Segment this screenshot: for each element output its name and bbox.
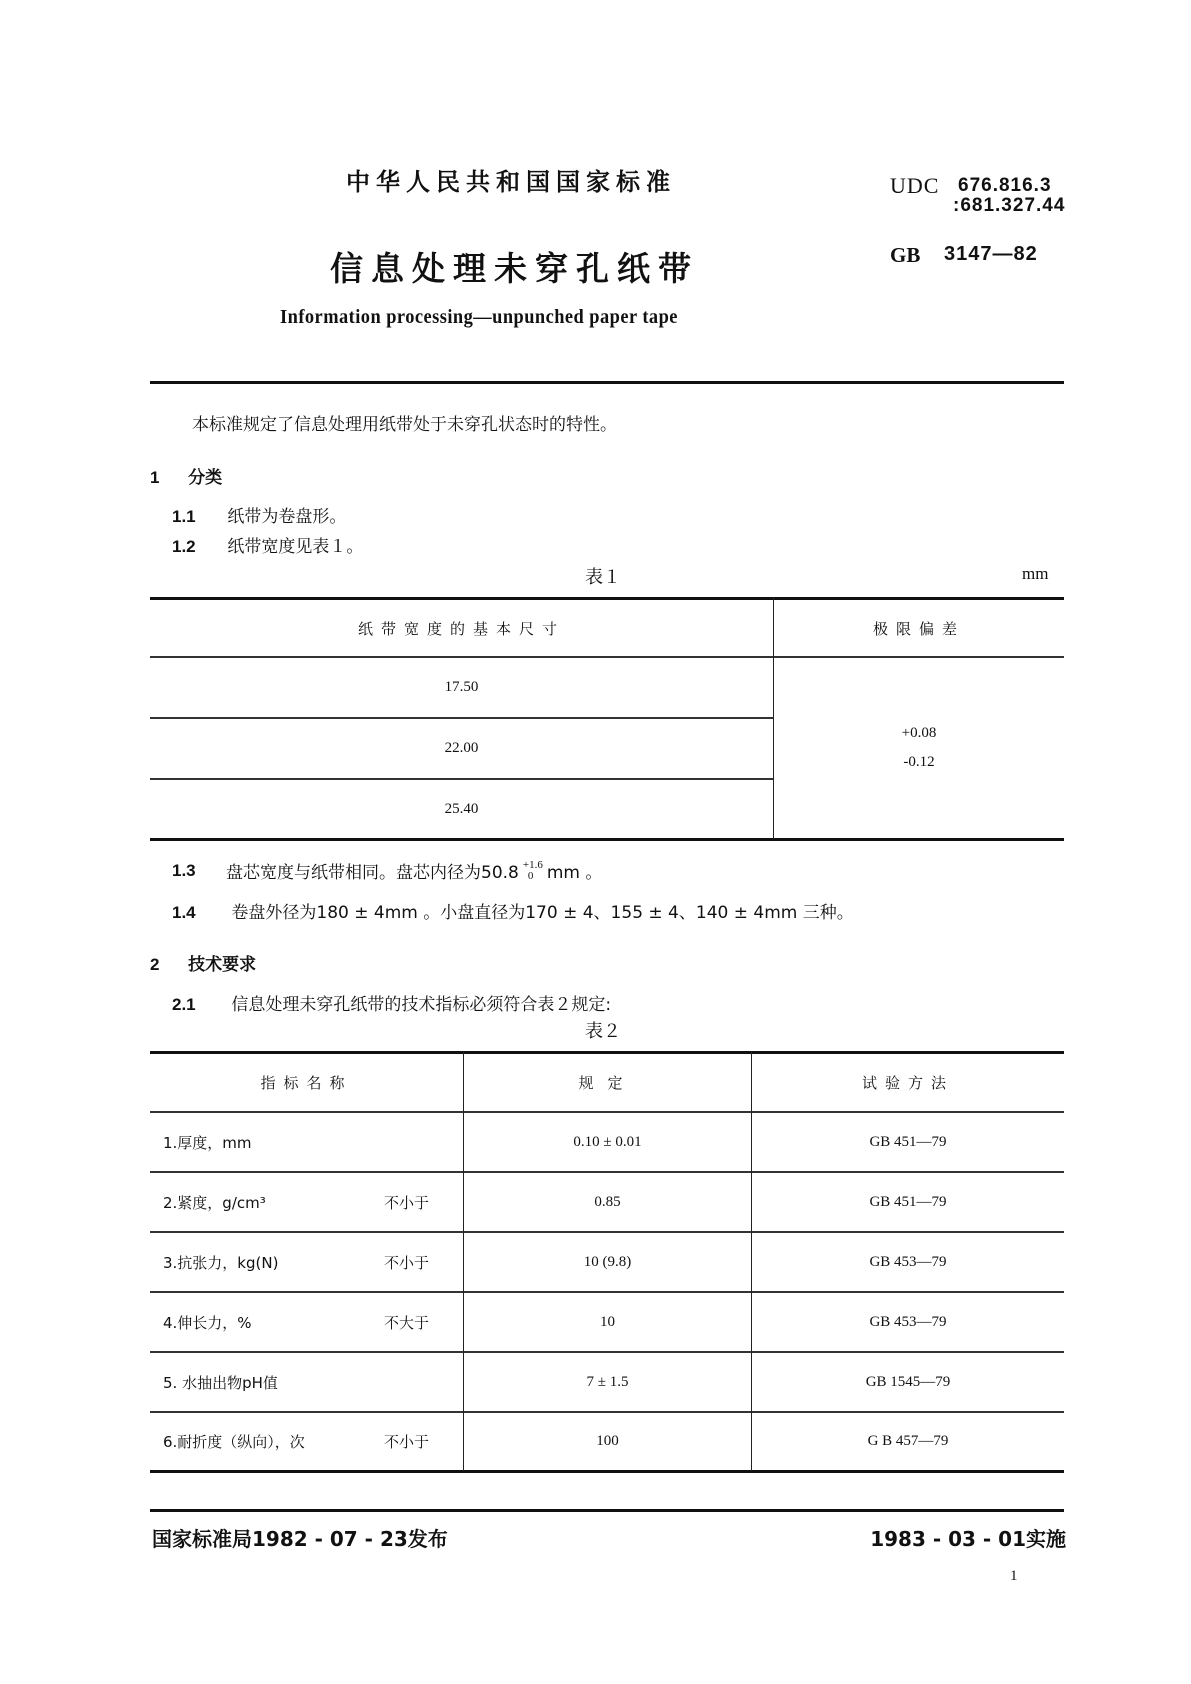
indicator-spec: 10	[600, 1313, 615, 1330]
indicator-method: GB 1545—79	[865, 1373, 951, 1390]
issue-date: 国家标准局1982 - 07 - 23发布	[152, 1527, 448, 1551]
section-1-heading	[150, 463, 222, 488]
section-title: 分类	[188, 468, 223, 488]
clause-1-2	[172, 532, 363, 557]
clause-text: 纸带为卷盘形。	[227, 507, 347, 527]
clause-number: 1.4	[172, 903, 196, 922]
table1-header-cell	[774, 600, 1064, 656]
section-title: 技术要求	[188, 955, 257, 975]
clause-number: 1.3	[172, 860, 196, 880]
header-specification: 规定	[578, 1074, 637, 1092]
effective-date: 1983 - 03 - 01实施	[870, 1527, 1066, 1551]
page-number: 1	[1010, 1568, 1018, 1584]
table1-tolerance-cell	[774, 658, 1064, 838]
header-divider	[150, 381, 1064, 384]
table2-caption: 表２	[585, 1021, 621, 1042]
standard-name: 中华人民共和国国家标准	[346, 168, 676, 196]
clause-text-suffix: mm 。	[546, 863, 603, 883]
document-title-cn: 信息处理未穿孔纸带	[330, 249, 699, 288]
indicator-spec: 100	[596, 1433, 619, 1449]
indicator-method: GB 451—79	[869, 1193, 947, 1210]
indicator-name: 5. 水抽出物pH值	[163, 1373, 278, 1392]
header-basic-size: 纸带宽度的基本尺寸	[357, 619, 565, 638]
table1-header-cell	[150, 600, 773, 656]
document-title-en: Information processing—unpunched paper tape	[280, 306, 678, 328]
gb-label: GB	[890, 243, 921, 267]
indicator-method: GB 451—79	[869, 1133, 947, 1150]
indicator-spec: 0.10 ± 0.01	[573, 1133, 642, 1150]
clause-text: 盘芯宽度与纸带相同。盘芯内径为50.8	[226, 863, 519, 883]
clause-number: 1.1	[172, 507, 196, 526]
udc-code-line2: :681.327.44	[953, 195, 1066, 216]
table1-caption: 表１	[585, 567, 621, 588]
tolerance-superscript: +1.6 0	[522, 858, 543, 882]
gb-code: 3147—82	[944, 243, 1038, 265]
header-tolerance: 极限偏差	[872, 619, 965, 638]
table2-header-cell	[752, 1054, 1064, 1111]
section-number: 1	[150, 468, 160, 487]
table1-cell: 22.00	[444, 740, 479, 756]
clause-1-1	[172, 502, 346, 527]
indicator-qualifier: 不大于	[384, 1313, 430, 1332]
indicator-name: 1.厚度，mm	[163, 1133, 252, 1152]
indicator-qualifier: 不小于	[384, 1193, 430, 1212]
table2-header-cell	[150, 1054, 463, 1111]
tolerance-minus: -0.12	[903, 754, 935, 770]
footer-divider	[150, 1509, 1064, 1512]
section-number: 2	[150, 955, 160, 974]
section-2-heading	[150, 950, 256, 975]
indicator-method: GB 453—79	[869, 1253, 947, 1270]
indicator-name: 4.伸长力，%	[163, 1313, 252, 1332]
indicator-method: GB 453—79	[869, 1313, 947, 1330]
tolerance-plus: +0.08	[901, 725, 937, 741]
indicator-spec: 10 (9.8)	[583, 1253, 632, 1270]
clause-text: 信息处理未穿孔纸带的技术指标必须符合表２规定:	[231, 995, 612, 1015]
clause-number: 1.2	[172, 537, 196, 556]
clause-1-3	[172, 858, 602, 883]
table2-header-cell	[464, 1054, 751, 1111]
table1-bottom-border	[150, 838, 1064, 841]
clause-number: 2.1	[172, 995, 196, 1014]
intro-paragraph: 本标准规定了信息处理用纸带处于未穿孔状态时的特性。	[192, 415, 617, 435]
indicator-spec: 7 ± 1.5	[586, 1373, 629, 1390]
indicator-name: 3.抗张力，kg(N)	[163, 1253, 279, 1272]
indicator-name: 2.紧度，g/cm³	[163, 1193, 266, 1212]
table1-cell: 17.50	[444, 679, 479, 695]
clause-text: 卷盘外径为180 ± 4mm 。小盘直径为170 ± 4、155 ± 4、140 ± 4mm 三种。	[231, 903, 854, 923]
clause-1-4	[172, 898, 854, 923]
header-test-method: 试验方法	[861, 1074, 954, 1092]
table2-bottom-border	[150, 1470, 1064, 1473]
indicator-spec: 0.85	[594, 1193, 621, 1210]
clause-text: 纸带宽度见表１。	[227, 537, 364, 557]
table1-unit: mm	[1022, 564, 1049, 583]
udc-code-line1: 676.816.3	[958, 175, 1052, 196]
indicator-qualifier: 不小于	[384, 1433, 430, 1451]
udc-label: UDC	[890, 173, 940, 198]
indicator-method: G B 457—79	[867, 1433, 949, 1449]
table1-cell: 25.40	[444, 800, 479, 817]
clause-2-1	[172, 990, 611, 1015]
header-indicator-name: 指标名称	[260, 1074, 353, 1092]
indicator-qualifier: 不小于	[384, 1253, 430, 1272]
indicator-name: 6.耐折度（纵向），次	[163, 1433, 305, 1451]
